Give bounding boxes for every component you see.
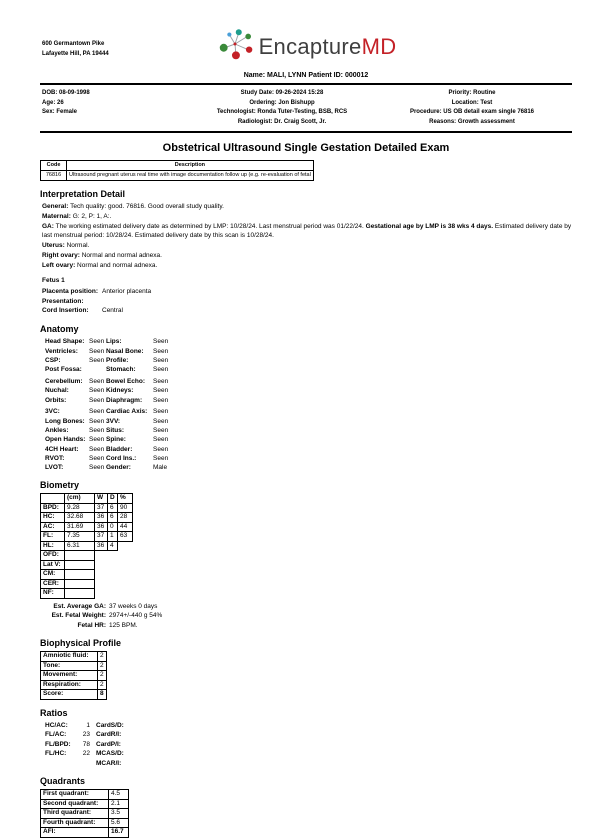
bpp-row-movement: Movement: 2 <box>41 671 107 681</box>
biometry-row-cer: CER: <box>41 579 133 589</box>
quadrants-table <box>40 789 129 838</box>
maternal-line <box>42 212 574 221</box>
anatomy-row: Long Bones: Seen 3VV: Seen <box>45 417 169 425</box>
report-title: Obstetrical Ultrasound Single Gestation Detailed Exam <box>162 142 450 155</box>
general-text: Tech quality: good. 76816. Good overall study quality. <box>70 202 224 210</box>
left-ovary-line <box>42 261 574 270</box>
fetus-heading: Fetus 1 <box>42 277 65 285</box>
ga-line <box>42 222 574 240</box>
procedure-code-table <box>40 160 314 180</box>
biometry-row-hl: HL: 6.31 36 4 <box>41 541 133 551</box>
uterus-line <box>42 241 574 250</box>
biometry-row-bpd: BPD: 9.28 37 6 90 <box>41 503 133 513</box>
code-header: Code <box>41 161 67 171</box>
sex: Sex: Female <box>42 109 78 116</box>
ga-bold-text: Gestational age by LMP is 38 wks 4 days. <box>365 222 494 230</box>
left-ovary-text: Normal and normal adnexa. <box>77 262 158 270</box>
ratio-row: FL/BPD: 78 CardP/I: <box>45 740 121 748</box>
code-description: Ultrasound pregnant uterus real time with image documentation follow up (e.g. re-evaluation of fetal <box>67 170 314 180</box>
biometry-header-row: (cm) W D % <box>41 494 133 504</box>
biometry-row-fl: FL: 7.35 37 1 63 <box>41 532 133 542</box>
presentation-label: Presentation: <box>42 297 84 305</box>
code-value: 76816 <box>41 170 67 180</box>
molecule-logo-icon <box>216 28 254 65</box>
bpp-row-amniotic: Amniotic fluid: 2 <box>41 652 107 662</box>
uterus-label: Uterus: <box>42 241 65 249</box>
ratios-grid <box>45 721 612 769</box>
quadrants-heading: Quadrants <box>40 776 86 787</box>
interpretation-body <box>42 202 574 271</box>
anatomy-row: Post Fossa: Stomach: Seen <box>45 366 169 374</box>
anatomy-row: Open Hands: Seen Spine: Seen <box>45 436 169 444</box>
ga-label: GA: <box>42 222 54 230</box>
est-average-ga-row: Est. Average GA: 37 weeks 0 days <box>53 602 158 610</box>
bpp-row-tone: Tone: 2 <box>41 661 107 671</box>
patient-demographics <box>42 89 192 127</box>
ratios-heading: Ratios <box>40 707 68 718</box>
bpp-row-score: Score: 8 <box>41 690 107 700</box>
ratio-row: FL/HC: 22 MCAS/D: <box>45 750 124 758</box>
anatomy-row: LVOT: Seen Gender: Male <box>45 464 168 472</box>
anatomy-row: RVOT: Seen Cord Ins.: Seen <box>45 454 169 462</box>
location: Location: Test <box>451 99 493 106</box>
logo-text-main: Encapture <box>258 33 362 59</box>
quadrant-row-first: First quadrant: 4.5 <box>41 790 129 800</box>
quadrant-row-fourth: Fourth quadrant: 5.6 <box>41 818 129 828</box>
code-table-header <box>41 161 314 171</box>
general-label: General: <box>42 202 69 210</box>
anatomy-row: CSP: Seen Profile: Seen <box>45 356 169 364</box>
biometry-summary <box>40 602 612 630</box>
study-date: Study Date: 09-26-2024 15:28 <box>240 90 324 96</box>
patient-info-block <box>42 89 572 127</box>
fetal-hr-row: Fetal HR: 125 BPM. <box>77 621 138 629</box>
placenta-position-label: Placenta position: <box>42 287 98 295</box>
quadrant-row-afi: AFI: 16.7 <box>41 828 129 838</box>
biometry-table <box>40 493 133 599</box>
anatomy-row: 4CH Heart: Seen Bladder: Seen <box>45 445 169 453</box>
biometry-row-nf: NF: <box>41 589 133 599</box>
anatomy-heading: Anatomy <box>40 324 79 335</box>
address-line1: 600 Germantown Pike <box>42 41 105 47</box>
biometry-heading: Biometry <box>40 480 80 491</box>
clinic-address <box>42 40 109 59</box>
uterus-text: Normal. <box>66 241 90 249</box>
biometry-row-ofd: OFD: <box>41 551 133 561</box>
priority: Priority: Routine <box>448 90 496 96</box>
cord-insertion-row <box>42 306 612 316</box>
interpretation-heading: Interpretation Detail <box>40 188 126 199</box>
quadrant-row-second: Second quadrant: 2.1 <box>41 799 129 809</box>
biometry-row-ac: AC: 31.69 36 0 44 <box>41 522 133 532</box>
procedure: Procedure: US OB detail exam single 76816 <box>409 109 535 116</box>
address-line2: Lafayette Hill, PA 19444 <box>42 50 109 57</box>
patient-name-line: Name: MALI, LYNN Patient ID: 000012 <box>243 72 369 79</box>
biometry-row-latv: Lat V: <box>41 560 133 570</box>
biophysical-heading: Biophysical Profile <box>40 638 122 649</box>
dob: DOB: 08-09-1998 <box>42 90 90 96</box>
ratio-row: HC/AC: 1 CardS/D: <box>45 721 124 729</box>
est-fetal-weight-row: Est. Fetal Weight: 2974+/-440 g 54% <box>51 612 163 620</box>
biometry-row-hc: HC: 32.68 36 6 28 <box>41 513 133 523</box>
quadrant-row-third: Third quadrant: 3.5 <box>41 809 129 819</box>
ratio-row: MCAR/I: <box>96 759 122 767</box>
fetus-block <box>42 276 612 316</box>
logo-wordmark <box>259 34 397 60</box>
placenta-position-row <box>42 287 612 297</box>
code-table-row <box>41 170 314 180</box>
anatomy-row: Ventricles: Seen Nasal Bone: Seen <box>45 347 169 355</box>
biometry-row-cm: CM: <box>41 570 133 580</box>
radiologist: Radiologist: Dr. Craig Scott, Jr. <box>237 118 327 125</box>
anatomy-row: Nuchal: Seen Kidneys: Seen <box>45 387 169 395</box>
right-ovary-label: Right ovary: <box>42 252 80 260</box>
general-line <box>42 202 574 211</box>
ga-text-before: The working estimated delivery date as determined by LMP: 10/28/24. Last menstrual period was 01/22/24. <box>55 222 366 230</box>
ordering-physician: Ordering: Jon Bishupp <box>249 99 315 106</box>
placenta-position-value: Anterior placenta <box>102 287 152 295</box>
technologist: Technologist: Ronda Tuter-Testing, BSB, RCS <box>216 109 348 116</box>
study-info <box>192 89 372 127</box>
right-ovary-text: Normal and normal adnexa. <box>81 252 162 260</box>
maternal-text: G: 2, P: 1, A:. <box>72 212 112 220</box>
cord-insertion-label: Cord Insertion: <box>42 307 89 315</box>
maternal-label: Maternal: <box>42 212 71 220</box>
anatomy-row: Ankles: Seen Situs: Seen <box>45 427 169 435</box>
bpp-row-respiration: Respiration: 2 <box>41 680 107 690</box>
logo-text-md: MD <box>361 33 397 59</box>
anatomy-row: Cerebellum: Seen Bowel Echo: Seen <box>45 378 169 386</box>
anatomy-row: Orbits: Seen Diaphragm: Seen <box>45 396 169 404</box>
biophysical-table <box>40 651 107 700</box>
anatomy-grid <box>45 337 612 472</box>
age: Age: 26 <box>42 99 64 106</box>
divider-top <box>40 83 572 85</box>
description-header: Description <box>67 161 314 171</box>
left-ovary-label: Left ovary: <box>42 262 76 270</box>
cord-insertion-value: Central <box>102 307 123 315</box>
anatomy-row: Head Shape: Seen Lips: Seen <box>45 338 169 346</box>
ga-text-after: Estimated delivery date by last menstrual period: 10/28/24. Estimated delivery date by this scan is 10/28/24. <box>42 222 572 239</box>
right-ovary-line <box>42 251 574 260</box>
presentation-row <box>42 297 612 307</box>
ratio-row: FL/AC: 23 CardR/I: <box>45 731 122 739</box>
anatomy-row: 3VC: Seen Cardiac Axis: Seen <box>45 408 169 416</box>
order-info <box>372 89 572 127</box>
reasons: Reasons: Growth assessment <box>429 118 515 125</box>
divider-info <box>40 131 572 133</box>
